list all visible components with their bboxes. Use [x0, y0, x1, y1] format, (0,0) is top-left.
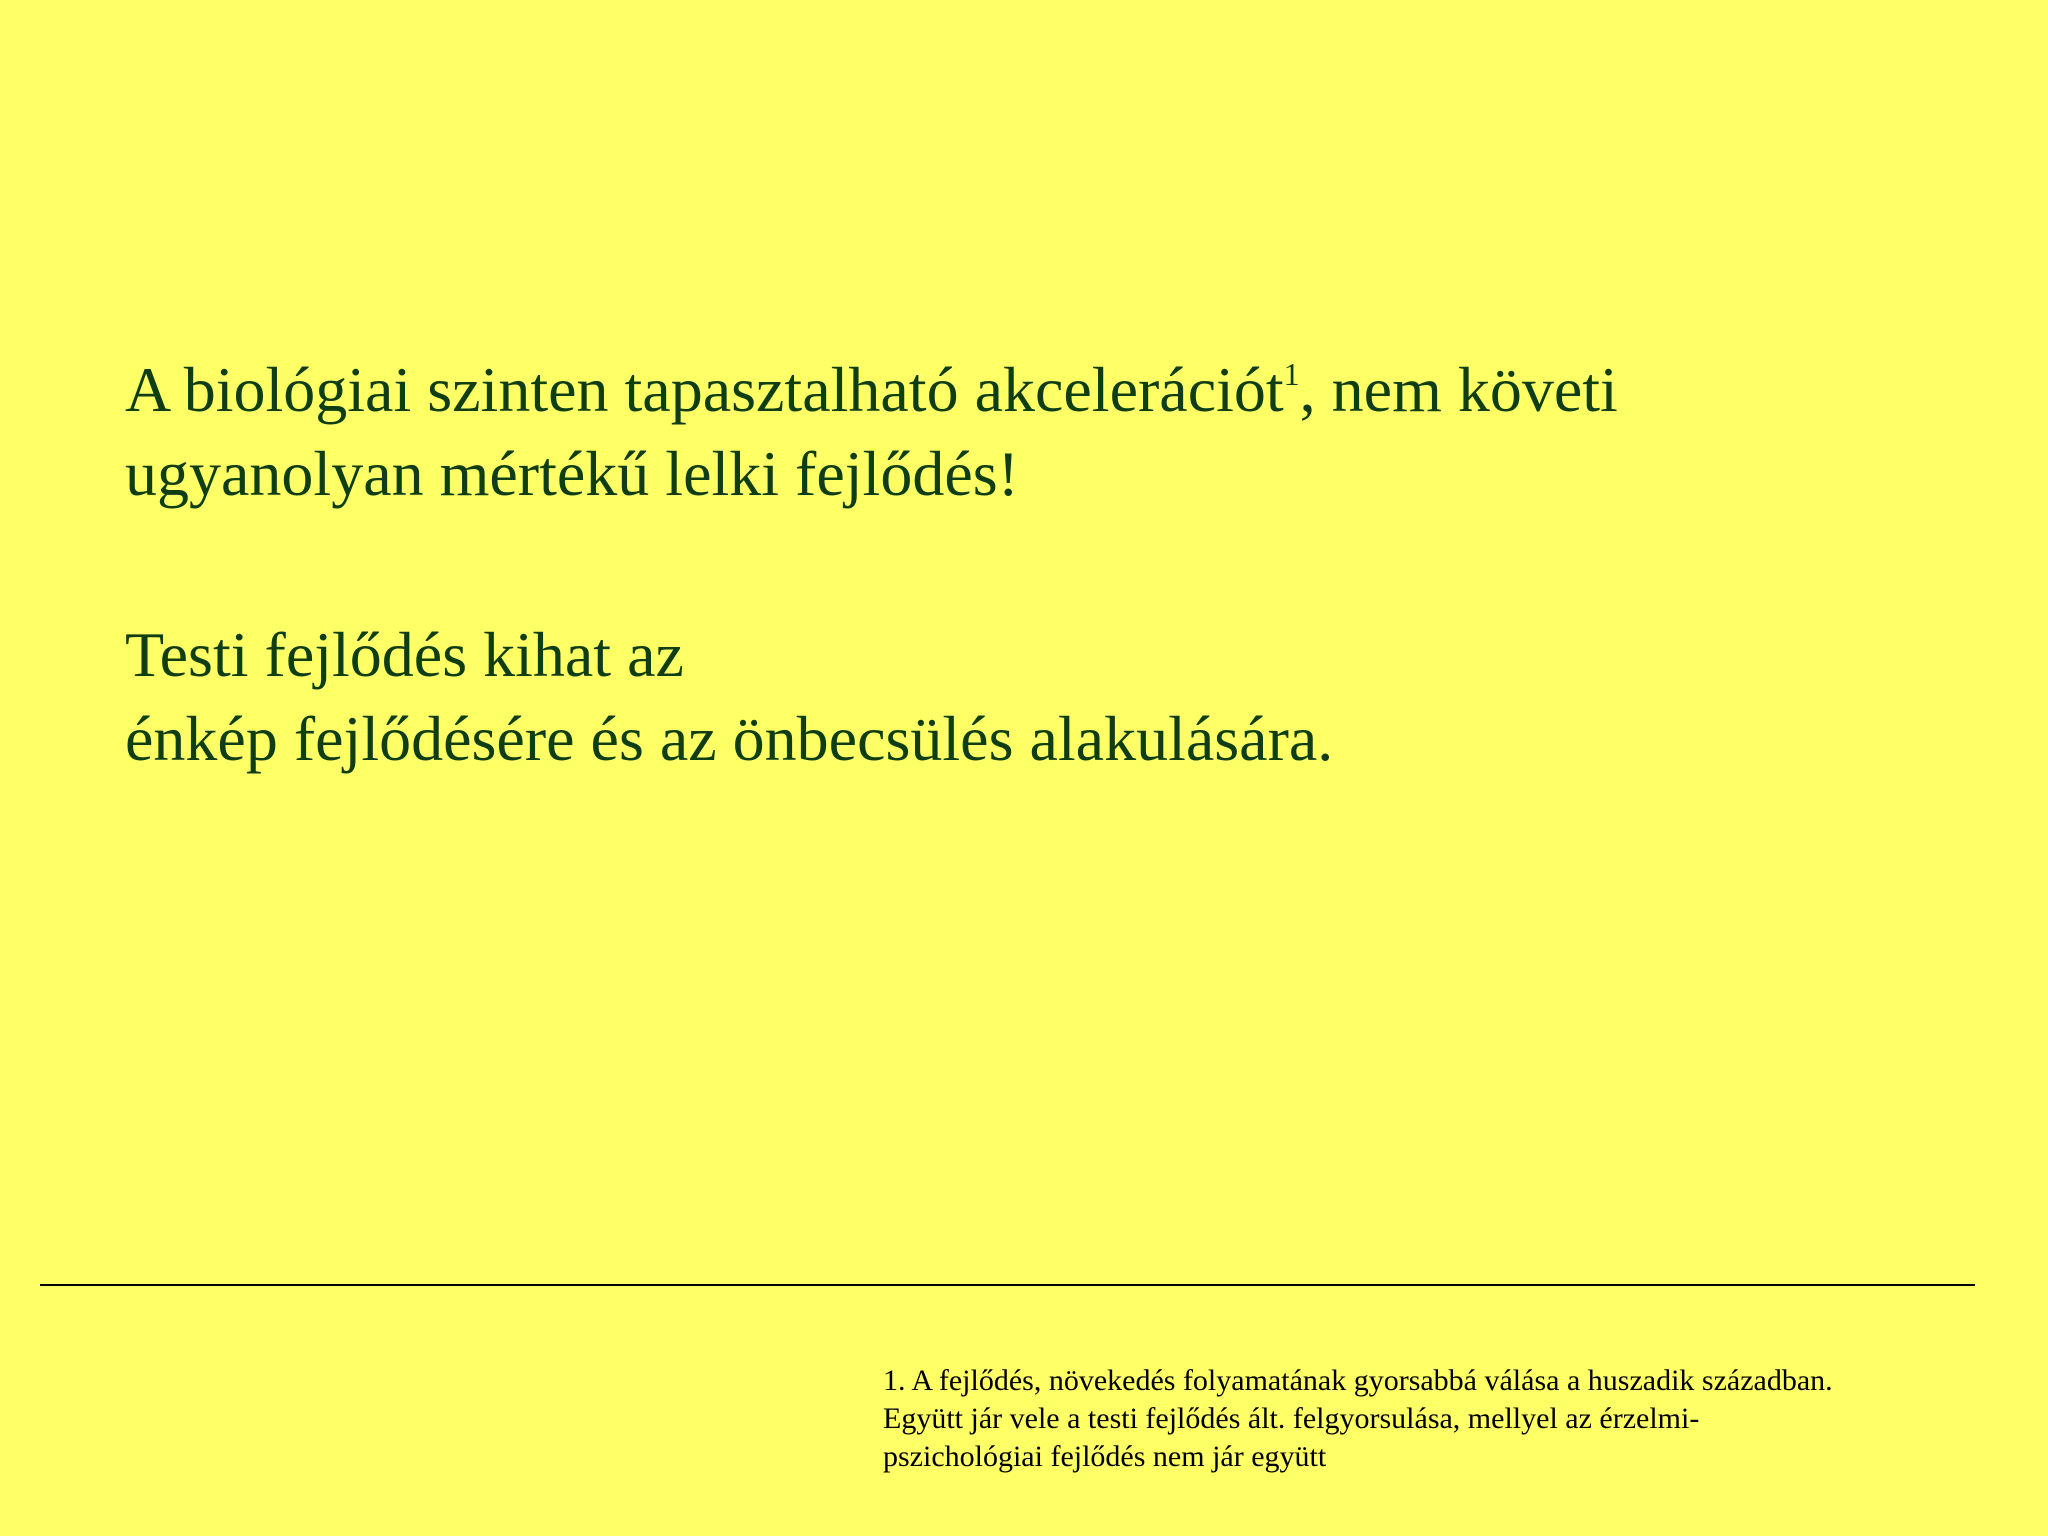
footnote-line-2: Együtt jár vele a testi fejlődés ált. felgyorsulása, mellyel az érzelmi-: [883, 1402, 1700, 1435]
secondary-statement: [125, 613, 1333, 781]
main-statement-line-1: [125, 348, 1618, 432]
footnote-line-3: pszichológiai fejlődés nem jár együtt: [883, 1440, 1327, 1473]
main-statement: [125, 348, 1618, 516]
main-statement-text-cont: , nem követi: [1299, 354, 1618, 425]
secondary-statement-line-2: énkép fejlődésére és az önbecsülés alakulására.: [125, 703, 1334, 774]
main-statement-text: A biológiai szinten tapasztalható akcelerációt: [125, 354, 1284, 425]
secondary-statement-line-1: Testi fejlődés kihat az: [125, 619, 684, 690]
footnote-line-1: 1. A fejlődés, növekedés folyamatának gyorsabbá válása a huszadik században.: [883, 1364, 1833, 1397]
footnote-divider: [40, 1284, 1975, 1286]
footnote-reference: 1: [1283, 356, 1300, 392]
footnote: [883, 1362, 2003, 1476]
main-statement-line-2: ugyanolyan mértékű lelki fejlődés!: [125, 438, 1019, 509]
